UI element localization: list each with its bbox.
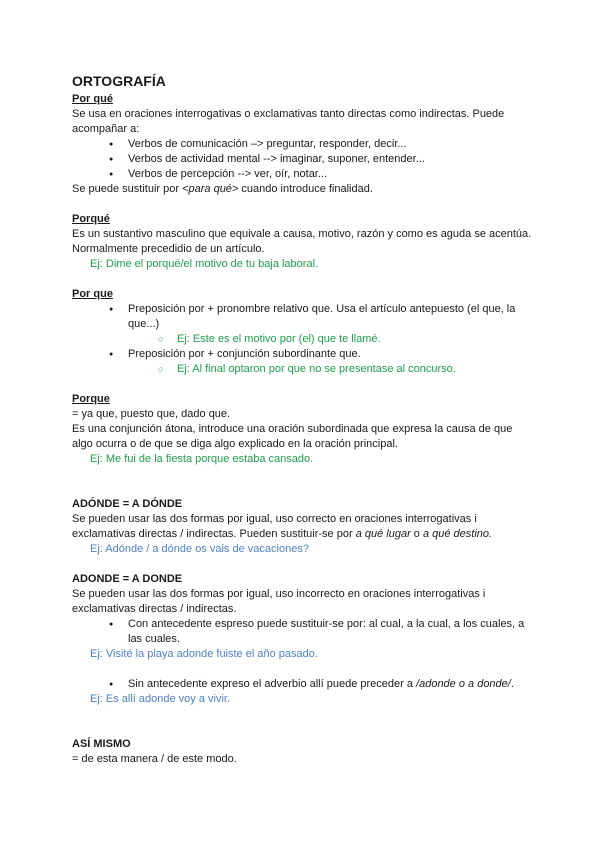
por-que-list <box>72 137 532 182</box>
por-que-sep-list <box>72 302 532 377</box>
page-title: ORTOGRAFÍA <box>72 73 166 89</box>
adonde-example-2: Ej: Es allí adonde voy a vivir. <box>90 693 231 705</box>
adonde-item2-em: /adonde o a donde/ <box>416 678 511 690</box>
adonde-list-2 <box>72 677 532 692</box>
heading-asi-mismo: ASÍ MISMO <box>72 738 131 750</box>
asi-mismo-text: = de esta manera / de este modo. <box>72 753 237 765</box>
list-item-text: Preposición por + pronombre relativo que. Usa el artículo antepuesto (el que, la que...) <box>128 303 516 330</box>
adonde-item2-pre: Sin antecedente expreso el adverbio allí puede preceder a <box>128 678 417 690</box>
porque-conj-line2: Es una conjunción átona, introduce una oración subordinada que expresa la causa de que algo ocurra o de que se diga algo explicado en la oración principal. <box>72 423 513 450</box>
heading-por-que: Por qué <box>72 93 113 105</box>
por-que-intro: Se usa en oraciones interrogativas o exclamativas tanto directas como indirectas. Puede acompañar a: <box>72 108 505 135</box>
heading-porque-conj: Porque <box>72 393 110 405</box>
section-por-que-sep <box>72 287 532 377</box>
sub-list-example: ○ Ej: Este es el motivo por (el) que te llamé. <box>72 332 532 347</box>
list-item: ● Con antecedente espreso puede sustituir-se por: al cual, a la cual, a los cuales, a las cuales. <box>72 617 532 647</box>
heading-adonde-acc: ADÓNDE = A DÓNDE <box>72 498 183 510</box>
heading-por-que-sep: Por que <box>72 288 113 300</box>
heading-adonde: ADONDE = A DONDE <box>72 573 183 585</box>
list-item <box>72 677 532 692</box>
sub-list <box>128 332 532 347</box>
list-item-text: Preposición por + conjunción subordinante que. <box>128 348 361 360</box>
adonde-acc-text-mid: o <box>410 528 423 540</box>
adonde-text: Se pueden usar las dos formas por igual, uso incorrecto en oraciones interrogativas i exclamativas directas / indirectas. <box>72 588 486 615</box>
sub-list-example: ○ Ej: Al final optaron por que no se presentase al concurso. <box>72 362 532 377</box>
document-body <box>72 72 532 767</box>
adonde-item2-post: . <box>510 678 514 690</box>
list-item <box>72 302 532 347</box>
list-item: ● Verbos de actividad mental --> imaginar, suponer, entender... <box>72 152 532 167</box>
adonde-acc-text <box>72 512 532 542</box>
porque-conj-line1: = ya que, puesto que, dado que. <box>72 408 231 420</box>
por-que-substitute <box>72 182 532 197</box>
section-porque-noun <box>72 212 532 272</box>
adonde-example-1: Ej: Visité la playa adonde fuiste el año pasado. <box>90 648 318 660</box>
heading-porque-noun: Porqué <box>72 213 110 225</box>
adonde-acc-em1: a qué lugar <box>355 528 411 540</box>
sub-list <box>128 362 532 377</box>
section-adonde-acc <box>72 497 532 557</box>
porque-noun-example: Ej: Dime el porqué/el motivo de tu baja laboral. <box>90 258 319 270</box>
adonde-acc-example: Ej: Adónde / a dónde os vais de vacaciones? <box>90 543 309 555</box>
list-item: ● Verbos de comunicación –> preguntar, responder, decir... <box>72 137 532 152</box>
section-adonde <box>72 572 532 707</box>
list-item <box>72 347 532 377</box>
adonde-list-1 <box>72 617 532 647</box>
substitute-post: cuando introduce finalidad. <box>238 183 373 195</box>
porque-noun-text: Es un sustantivo masculino que equivale a causa, motivo, razón y como es aguda se acentúa. Normalmente precedidio de un artículo. <box>72 228 532 255</box>
adonde-acc-text-pre: Se pueden usar las dos formas por igual, uso correcto en oraciones interrogativas i exclamativas directas / indirectas. Pueden sustituir-se por <box>72 513 477 540</box>
porque-conj-example: Ej: Me fui de la fiesta porque estaba cansado. <box>90 453 314 465</box>
adonde-acc-em2: a qué destino. <box>422 528 493 540</box>
substitute-em: <para qué> <box>182 183 239 195</box>
list-item: ● Verbos de percepción --> ver, oír, notar... <box>72 167 532 182</box>
section-por-que <box>72 92 532 197</box>
substitute-pre: Se puede sustituir por <box>72 183 183 195</box>
section-asi-mismo <box>72 737 532 767</box>
section-porque-conj <box>72 392 532 467</box>
